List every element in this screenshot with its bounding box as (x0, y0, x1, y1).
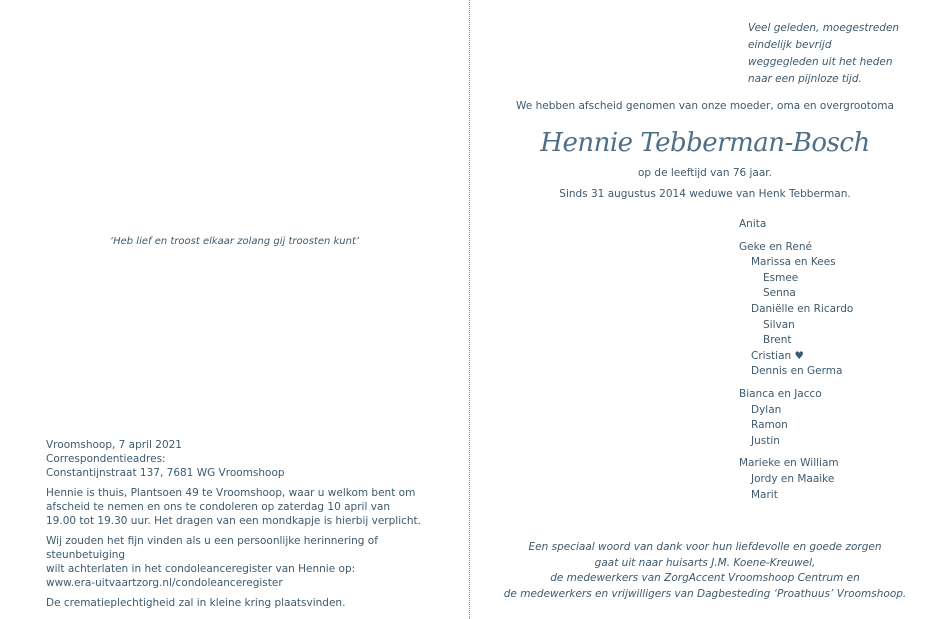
family-member: Silvan (763, 318, 795, 331)
condolence-block (46, 486, 456, 528)
age-text: op de leeftijd van 76 jaar. (637, 167, 772, 179)
correspondence-address: Constantijnstraat 137, 7681 WG Vroomshoop (46, 467, 285, 479)
thanks-line: de medewerkers en vrijwilligers van Dagbesteding ‘Proathuus’ Vroomshoop. (503, 587, 907, 600)
family-group (739, 240, 853, 380)
register-line: wilt achterlaten in het condoleanceregister van Hennie op: (46, 563, 356, 575)
register-line: Wij zouden het fijn vinden als u een persoonlijke herinnering of steunbetuiging (46, 535, 378, 561)
poem-line: naar een pijnloze tijd. (748, 73, 862, 85)
family-member-name: Cristian (751, 349, 792, 362)
family-member: Anita (739, 218, 767, 230)
cremation-note (46, 596, 456, 610)
family-list (739, 217, 853, 510)
intro-text: We hebben afscheid genomen van onze moeder, oma en overgrootoma (516, 100, 894, 112)
family-member-cristian (739, 349, 853, 365)
thanks-line: gaat uit naar huisarts J.M. Koene-Kreuwel, (594, 556, 816, 569)
family-member: Dylan (751, 403, 782, 416)
register-block (46, 534, 456, 590)
cremation-line: De crematieplechtigheid zal in kleine kring plaatsvinden. (46, 597, 346, 609)
fold-line (469, 0, 470, 619)
family-member: Geke en René (739, 240, 812, 253)
place-date: Vroomshoop, 7 april 2021 (46, 439, 182, 451)
family-member: Jordy en Maaike (751, 472, 835, 485)
poem-line: Veel geleden, moegestreden (748, 22, 900, 34)
thanks-line: Een speciaal woord van dank voor hun liefdevolle en goede zorgen (528, 541, 882, 553)
heart-icon: ♥ (794, 349, 804, 362)
family-member: Ramon (751, 419, 788, 432)
condolence-line: 19.00 tot 19.30 uur. Het dragen van een mondkapje is hierbij verplicht. (46, 515, 421, 527)
family-member: Justin (751, 434, 780, 447)
family-group (739, 387, 853, 449)
practical-info (46, 438, 456, 616)
widow-text: Sinds 31 augustus 2014 weduwe van Henk Tebberman. (559, 188, 851, 200)
family-member: Marieke en William (739, 457, 839, 470)
poem-line: eindelijk bevrijd (748, 39, 832, 51)
family-member: Brent (763, 334, 792, 347)
family-member: Esmee (763, 271, 799, 284)
family-member: Senna (763, 287, 796, 300)
deceased-name: Hennie Tebberman-Bosch (540, 128, 870, 158)
condolence-line: afscheid te nemen en ons te condoleren op zaterdag 10 april van (46, 501, 391, 513)
address-block (46, 438, 456, 480)
thanks-text (470, 540, 940, 602)
poem (748, 20, 899, 88)
family-member: Marissa en Kees (751, 256, 836, 269)
family-member: Bianca en Jacco (739, 387, 822, 400)
correspondence-label: Correspondentieadres: (46, 453, 166, 465)
family-group (739, 456, 853, 503)
poem-line: weggegleden uit het heden (748, 56, 893, 68)
family-member: Daniëlle en Ricardo (751, 302, 854, 315)
condolence-line: Hennie is thuis, Plantsoen 49 te Vroomshoop, waar u welkom bent om (46, 487, 416, 499)
motto: ‘Heb lief en troost elkaar zolang gij troosten kunt’ (109, 236, 360, 247)
family-member: Dennis en Germa (751, 365, 843, 378)
thanks-line: de medewerkers van ZorgAccent Vroomshoop Centrum en (550, 572, 860, 584)
family-group (739, 217, 853, 233)
register-link[interactable]: www.era-uitvaartzorg.nl/condoleanceregister (46, 577, 283, 589)
family-member: Marit (751, 488, 778, 501)
